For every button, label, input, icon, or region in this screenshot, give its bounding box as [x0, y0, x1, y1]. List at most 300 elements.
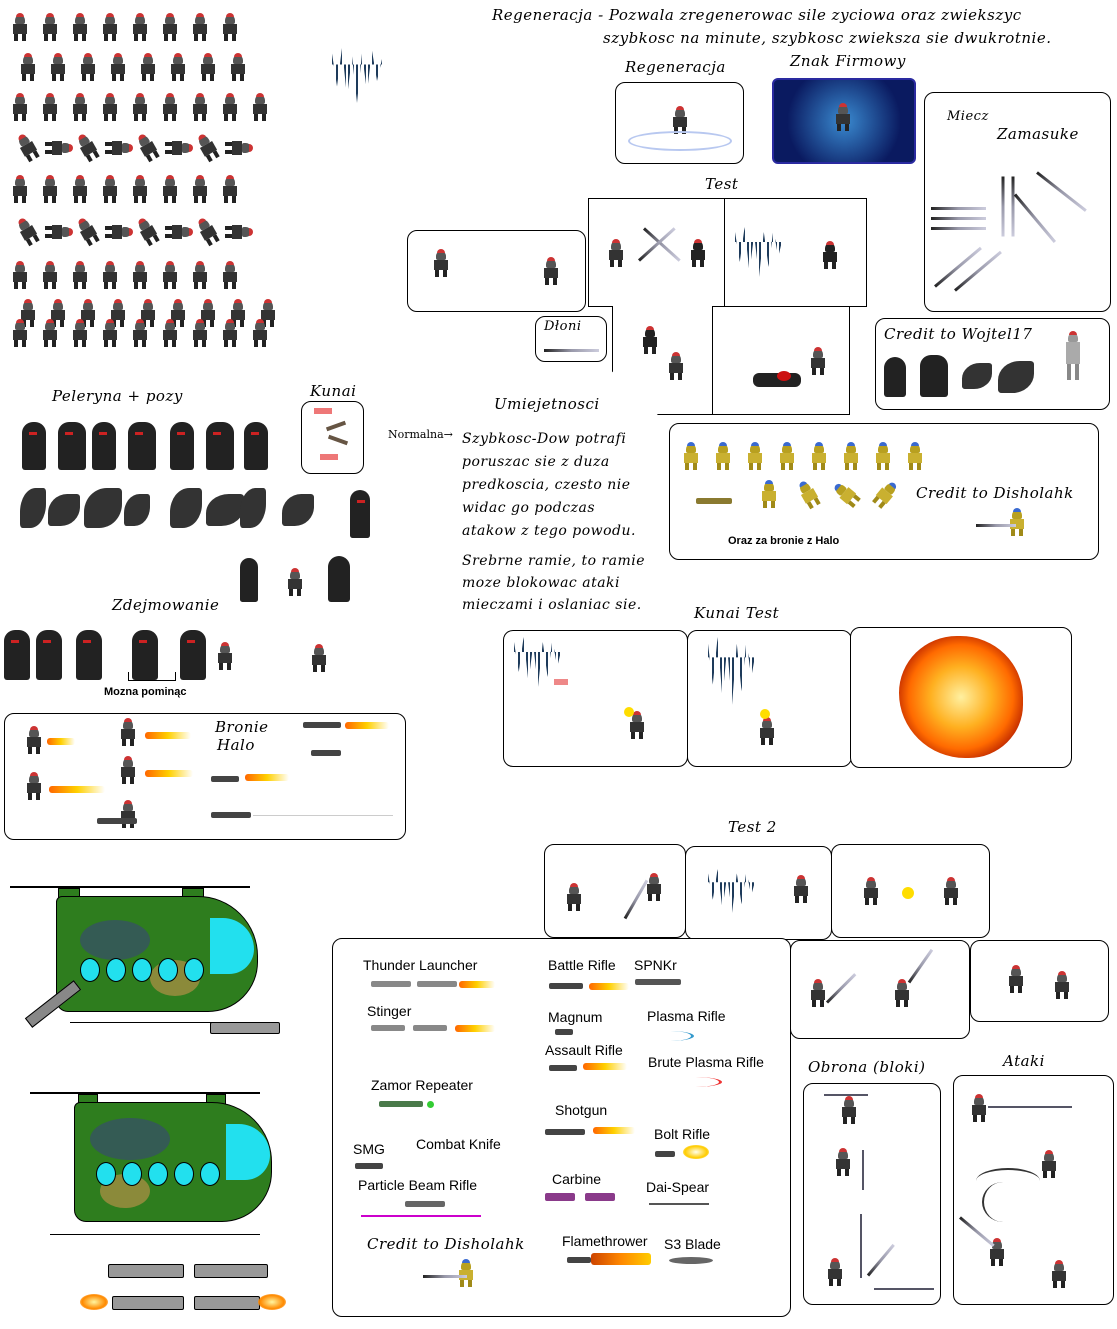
skill-1-line: Szybkosc-Dow potrafi	[462, 431, 627, 447]
explosion-effect	[899, 636, 1023, 758]
robot-sprite	[169, 55, 187, 81]
sword-sprite	[867, 1244, 895, 1277]
robot-sprite	[221, 263, 239, 289]
gold-robot-sprite	[682, 444, 700, 470]
robot-sprite	[970, 1096, 988, 1122]
weapon-sprite	[417, 981, 457, 987]
robot-sprite	[119, 720, 137, 746]
cape-sprite	[84, 488, 122, 528]
camo-patch	[90, 1118, 170, 1160]
weapon-projectile	[591, 1253, 651, 1265]
helicopter-window	[80, 958, 100, 982]
weapon-sprite	[545, 1129, 585, 1135]
kunai-test-panel-3	[850, 627, 1072, 768]
robot-sprite	[942, 879, 960, 905]
robot-sprite	[161, 321, 179, 347]
halo-weapons-credit: Oraz za bronie z Halo	[728, 535, 840, 547]
robot-sprite	[11, 177, 29, 203]
shockwave-effect	[708, 637, 756, 705]
weapon-label-shotgun: Shotgun	[555, 1102, 608, 1118]
obrona-title: Obrona (bloki)	[808, 1058, 926, 1076]
sword-sprite	[862, 1150, 864, 1190]
skill-2-line: Srebrne ramie, to ramie	[462, 553, 646, 569]
robot-sprite	[792, 877, 810, 903]
sword-sprite	[931, 227, 986, 230]
robot-sprite	[628, 713, 646, 739]
robot-sprite	[225, 139, 251, 157]
camo-patch	[80, 920, 150, 960]
weapon-sprite	[549, 983, 583, 989]
weapon-sprite	[405, 1201, 445, 1207]
weapon-projectile	[669, 1077, 722, 1087]
robot-sprite	[840, 1098, 858, 1124]
robot-sprite	[45, 139, 71, 157]
gold-robot-sprite	[714, 444, 732, 470]
helicopter-1	[10, 880, 280, 1040]
sword-sprite	[638, 227, 676, 261]
kunai-sprite	[328, 435, 348, 446]
miecz-panel	[924, 92, 1111, 312]
cloak-sprite	[920, 355, 948, 397]
robot-sprite	[71, 263, 89, 289]
cloak-sprite	[36, 630, 62, 680]
robot-sprite	[1053, 973, 1071, 999]
gun-sprite	[211, 776, 239, 782]
helicopter-window	[132, 958, 152, 982]
robot-sprite	[101, 177, 119, 203]
test2-panel-5	[970, 940, 1109, 1022]
robot-sprite	[74, 132, 103, 164]
test2-title: Test 2	[728, 818, 777, 836]
mozna-pominac-label: Mozna pominąc	[104, 686, 187, 698]
weapon-label-combat-knife: Combat Knife	[416, 1136, 501, 1152]
arrow-right-icon: →	[443, 428, 453, 441]
cloak-sprite	[328, 556, 350, 602]
weapon-projectile	[455, 1025, 495, 1032]
robot-sprite	[11, 15, 29, 41]
weapon-label-battle-rifle: Battle Rifle	[548, 957, 616, 973]
robot-sprite	[101, 263, 119, 289]
kunai-panel	[301, 401, 364, 474]
test2-panel-2	[685, 846, 832, 940]
robot-sprite	[165, 223, 191, 241]
sword-sprite	[959, 1216, 995, 1247]
weapon-label-carbine: Carbine	[552, 1171, 602, 1187]
skill-1-line: atakow z tego powodu.	[462, 523, 636, 539]
robot-sprite	[194, 216, 223, 248]
weapon-projectile	[459, 981, 495, 988]
robot-sprite	[139, 55, 157, 81]
skill-1-line: poruszac sie z duza	[462, 454, 610, 470]
gold-robot-sprite	[1008, 510, 1026, 536]
rotor	[10, 886, 250, 888]
robot-sprite	[1040, 1152, 1058, 1178]
blood-splat	[777, 371, 791, 381]
robot-sprite	[165, 139, 191, 157]
helicopter-window	[174, 1162, 194, 1186]
sword-sprite	[1002, 177, 1005, 237]
robot-sprite	[191, 321, 209, 347]
cloak-sprite	[76, 630, 102, 680]
sword-sprite	[1012, 177, 1015, 237]
kunai-test-panel-1	[503, 630, 688, 767]
sword-sprite	[976, 524, 1016, 527]
robot-sprite	[221, 177, 239, 203]
spark-effect	[760, 709, 770, 719]
muzzle-flash	[245, 774, 289, 781]
znak-firmowy-title: Znak Firmowy	[790, 52, 906, 70]
gun-sprite	[211, 812, 251, 818]
robot-sprite	[71, 95, 89, 121]
weapon-sprite	[549, 1065, 577, 1071]
robot-sprite	[893, 981, 911, 1007]
robot-sprite	[758, 719, 776, 745]
muzzle-flash	[47, 738, 75, 745]
robot-sprite	[14, 132, 43, 164]
weapon-label-zamor-repeater: Zamor Repeater	[371, 1077, 473, 1093]
muzzle-flash	[145, 770, 193, 777]
minigun-sprite	[112, 1296, 184, 1310]
robot-sprite	[131, 15, 149, 41]
skill-1-line: widac go podczas	[462, 500, 596, 516]
cape-sprite	[170, 488, 202, 528]
robot-sprite	[101, 15, 119, 41]
peleryna-title: Peleryna + pozy	[52, 387, 183, 405]
znak-firmowy-panel	[772, 78, 916, 164]
helicopter-window	[158, 958, 178, 982]
weapon-label-s3-blade: S3 Blade	[664, 1236, 721, 1252]
robot-sprite	[809, 981, 827, 1007]
cape-sprite	[282, 494, 314, 526]
robot-sprite	[74, 216, 103, 248]
robot-sprite	[101, 321, 119, 347]
obrona-panel	[803, 1083, 941, 1305]
header-line-1: Regeneracja - Pozwala zregenerowac sile zyciowa oraz zwiekszyc	[492, 6, 1022, 24]
zdejmowanie-title: Zdejmowanie	[112, 596, 220, 614]
minigun-sprite	[108, 1264, 184, 1278]
robot-sprite	[251, 321, 269, 347]
test-panel-4	[712, 306, 850, 415]
helicopter-window	[184, 958, 204, 982]
robot-sprite	[14, 216, 43, 248]
gold-robot-sprite	[842, 444, 860, 470]
robot-sprite	[131, 177, 149, 203]
test2-panel-4	[790, 940, 970, 1039]
weapon-label-spnkr: SPNKr	[634, 957, 677, 973]
robot-sprite	[191, 15, 209, 41]
robot-sprite	[119, 758, 137, 784]
weapon-label-magnum: Magnum	[548, 1009, 603, 1025]
robot-sprite	[225, 223, 251, 241]
kunai-sprite	[554, 679, 568, 685]
minigun-sprite	[194, 1296, 260, 1310]
robot-sprite	[134, 132, 163, 164]
muzzle-flash	[258, 1294, 286, 1310]
weapon-sprite	[649, 1203, 709, 1205]
robot-sprite	[71, 177, 89, 203]
robot-sprite	[105, 139, 131, 157]
robot-sprite	[134, 216, 163, 248]
weapon-label-dai-spear: Dai-Spear	[646, 1179, 710, 1195]
cloak-sprite	[244, 422, 268, 470]
beam-trail	[253, 815, 393, 816]
weapon-sprite	[413, 1025, 447, 1031]
kunai-sprite	[320, 454, 338, 460]
cloak-sprite	[132, 630, 158, 680]
ninja-sprite	[641, 328, 659, 354]
gold-robot-sprite	[746, 444, 764, 470]
credit-wojtek-panel	[875, 318, 1110, 410]
sword-sprite	[824, 1094, 868, 1096]
gun-sprite	[696, 498, 732, 504]
skill-2-text	[462, 550, 645, 616]
robot-sprite	[45, 223, 71, 241]
skill-1-line: predkoscia, czesto nie	[462, 477, 631, 493]
helicopter-window	[200, 1162, 220, 1186]
robot-sprite	[25, 774, 43, 800]
weapon-label-smg: SMG	[353, 1141, 385, 1157]
robot-sprite	[131, 321, 149, 347]
test2-panel-3	[831, 844, 990, 938]
gold-robot-sprite	[778, 444, 796, 470]
weapons-panel	[332, 938, 791, 1317]
skid-bar	[50, 1234, 260, 1235]
robot-sprite	[11, 321, 29, 347]
cape-sprite	[20, 488, 46, 528]
weapon-sprite	[371, 981, 411, 987]
test-title: Test	[705, 175, 739, 193]
robot-sprite	[645, 875, 663, 901]
robot-sprite	[161, 263, 179, 289]
credit-disholahk-panel-1	[669, 423, 1099, 560]
kunai-test-panel-2	[687, 630, 852, 767]
cape-sprite	[962, 363, 992, 389]
kunai-test-title: Kunai Test	[694, 604, 780, 622]
robot-sprite	[862, 879, 880, 905]
robot-sprite	[41, 95, 59, 121]
umiejetnosci-title: Umiejetnosci	[494, 395, 600, 413]
weapon-sprite	[379, 1101, 423, 1107]
test-panel-3	[612, 306, 714, 415]
test2-panel-1	[544, 844, 686, 938]
skill-1-text	[462, 428, 636, 543]
robot-sprite	[194, 132, 223, 164]
halo-label: Halo	[217, 736, 255, 754]
robot-sprite	[221, 15, 239, 41]
statue-sprite	[1064, 333, 1088, 383]
weapon-sprite	[567, 1257, 591, 1263]
sword-sprite	[931, 207, 986, 210]
robot-sprite	[667, 354, 685, 380]
sprite-sheet-top-left	[5, 5, 400, 355]
weapon-projectile	[593, 1127, 635, 1134]
minigun-sprite	[194, 1264, 268, 1278]
robot-sprite	[161, 177, 179, 203]
cape-sprite	[48, 494, 80, 526]
robot-sprite	[41, 177, 59, 203]
robot-sprite	[826, 1260, 844, 1286]
helicopter-window	[148, 1162, 168, 1186]
sword-sprite	[874, 1288, 934, 1290]
weapon-label-brute-plasma-rifle: Brute Plasma Rifle	[648, 1054, 764, 1070]
cape-sprite	[240, 488, 266, 528]
robot-sprite	[834, 105, 852, 131]
cape-sprite	[998, 361, 1034, 393]
weapon-sprite	[355, 1163, 383, 1169]
robot-sprite	[131, 95, 149, 121]
sword-sprite	[826, 973, 856, 1003]
kunai-sprite	[314, 408, 332, 414]
robot-sprite	[191, 263, 209, 289]
weapon-sprite	[635, 979, 681, 985]
helicopter-2	[30, 1088, 280, 1238]
robot-sprite	[221, 95, 239, 121]
muzzle-flash	[49, 786, 105, 793]
robot-sprite	[1050, 1262, 1068, 1288]
sword-sprite	[1014, 194, 1056, 243]
robot-sprite	[251, 95, 269, 121]
bronie-label: Bronie	[215, 718, 269, 736]
robot-sprite	[229, 55, 247, 81]
credit-disholahk-label-1: Credit to Disholahk	[916, 484, 1074, 502]
gold-robot-sprite	[874, 444, 892, 470]
sword-sprite	[643, 227, 681, 261]
cloak-sprite	[884, 357, 906, 397]
weapon-label-thunder-launcher: Thunder Launcher	[363, 957, 478, 973]
ataki-panel	[953, 1075, 1114, 1305]
robot-sprite	[607, 241, 625, 267]
cloak-sprite	[128, 422, 156, 470]
sword-sprite	[908, 949, 933, 983]
sword-sprite	[934, 247, 982, 288]
weapon-label-particle-beam-rifle: Particle Beam Rifle	[358, 1177, 478, 1193]
robot-sprite	[286, 570, 304, 596]
gold-robot-sprite	[795, 479, 824, 511]
weapon-label-plasma-rifle: Plasma Rifle	[647, 1008, 726, 1024]
robot-sprite	[11, 95, 29, 121]
ataki-title: Ataki	[1003, 1052, 1045, 1070]
robot-sprite	[809, 349, 827, 375]
weapon-projectile	[427, 1101, 434, 1108]
regeneracja-panel	[615, 82, 744, 164]
muzzle-flash	[145, 732, 191, 739]
cloak-sprite	[180, 630, 206, 680]
cloak-sprite	[206, 422, 234, 470]
weapon-sprite	[545, 1193, 575, 1201]
robot-sprite	[216, 644, 234, 670]
gun-sprite	[311, 750, 341, 756]
sword-sprite	[423, 1275, 467, 1278]
ninja-sprite	[689, 241, 707, 267]
weapon-label-flamethrower: Flamethrower	[562, 1233, 648, 1249]
muzzle-flash	[345, 722, 389, 729]
gold-robot-sprite	[870, 479, 901, 510]
miecz-label: Miecz	[947, 109, 989, 124]
robot-sprite	[119, 802, 137, 828]
weapon-projectile	[647, 1031, 694, 1041]
sword-sprite	[988, 1106, 1072, 1108]
shockwave-effect	[708, 869, 756, 913]
gold-robot-sprite	[457, 1261, 475, 1287]
normalna-label	[388, 428, 453, 441]
robot-sprite	[834, 1150, 852, 1176]
gold-robot-sprite	[810, 444, 828, 470]
weapon-projectile	[583, 1063, 627, 1070]
dloni-label: Dłoni	[544, 319, 582, 334]
robot-sprite	[49, 55, 67, 81]
weapon-sprite	[655, 1151, 675, 1157]
gold-robot-sprite	[760, 482, 778, 508]
robot-sprite	[105, 223, 131, 241]
shockwave-effect	[735, 227, 783, 277]
helicopter-window	[96, 1162, 116, 1186]
cape-sprite	[124, 494, 150, 526]
robot-sprite	[199, 55, 217, 81]
weapon-sprite	[371, 1025, 405, 1031]
bronie-halo-panel	[4, 713, 406, 840]
sword-sprite	[931, 217, 986, 220]
helicopter-window	[106, 958, 126, 982]
cloak-sprite	[58, 422, 86, 470]
test-panel-0	[407, 230, 586, 312]
weapon-label-stinger: Stinger	[367, 1003, 412, 1019]
robot-sprite	[41, 15, 59, 41]
kunai-sprite	[326, 421, 346, 432]
header-line-2: szybkosc na minute, szybkosc zwieksza sie dwukrotnie.	[603, 29, 1052, 47]
robot-sprite	[109, 55, 127, 81]
credit-disholahk-label-2: Credit to Disholahk	[367, 1235, 525, 1253]
test-panel-1	[588, 198, 726, 307]
robot-sprite	[432, 251, 450, 277]
slash-trail	[982, 1182, 1024, 1222]
sword-sprite	[544, 349, 599, 352]
regeneracja-title: Regeneracja	[625, 58, 726, 76]
robot-sprite	[191, 177, 209, 203]
cloak-sprite	[350, 490, 370, 538]
dloni-panel	[535, 316, 607, 362]
cloak-sprite	[92, 422, 116, 470]
weapon-sprite	[669, 1257, 713, 1264]
robot-sprite	[1007, 967, 1025, 993]
robot-sprite	[11, 263, 29, 289]
robot-sprite	[71, 15, 89, 41]
gun-sprite	[97, 818, 137, 824]
robot-sprite	[191, 95, 209, 121]
robot-sprite	[41, 263, 59, 289]
weapon-projectile	[589, 983, 629, 990]
weapon-sprite	[585, 1193, 615, 1201]
weapon-label-bolt-rifle: Bolt Rifle	[654, 1126, 711, 1142]
ninja-sprite	[821, 243, 839, 269]
cape-sprite	[206, 494, 244, 526]
helicopter-window	[122, 1162, 142, 1186]
robot-sprite	[101, 95, 119, 121]
cloak-sprite	[170, 422, 194, 470]
robot-sprite	[25, 728, 43, 754]
credit-wojtek-label: Credit to Wojtel17	[884, 325, 1033, 343]
cloak-sprite	[240, 558, 258, 602]
robot-sprite	[131, 263, 149, 289]
robot-sprite	[542, 259, 560, 285]
cloak-sprite	[4, 630, 30, 680]
sword-sprite	[1036, 171, 1087, 212]
sword-sprite	[954, 251, 1002, 292]
weapon-projectile	[683, 1145, 709, 1159]
test-panel-2	[724, 198, 867, 307]
robot-sprite	[221, 321, 239, 347]
gold-robot-sprite	[831, 480, 862, 511]
spark-effect	[902, 887, 914, 899]
